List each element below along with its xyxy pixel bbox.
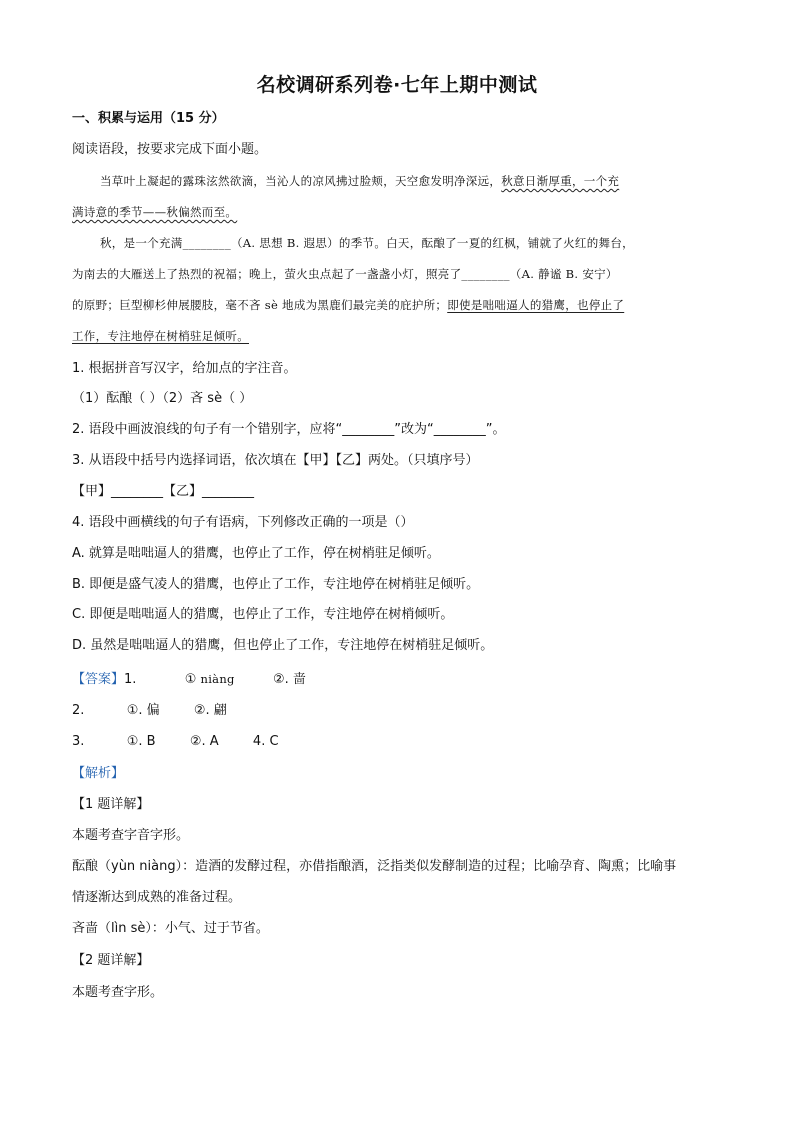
answer-value: . B xyxy=(138,734,156,749)
analysis-label: 【解析】 xyxy=(72,766,125,781)
passage-line: 为南去的大雁送上了热烈的祝福；晚上，萤火虫点起了一盏盏小灯，照亮了________（A. 静谧 B. 安宁） xyxy=(72,267,618,281)
underlined-sentence: 即使是咄咄逼人的猎鹰，也停止了 xyxy=(447,298,625,312)
answer-value: 4. C xyxy=(252,734,279,749)
detail-1-label: 【1 题详解】 xyxy=(72,797,150,812)
answer-value: . 啬 xyxy=(284,672,306,687)
question-1-sub: （1）酝酿（ ）（2）吝 sè（ ） xyxy=(72,391,253,406)
option-c: C. 即便是咄咄逼人的猎鹰，也停止了工作，专注地停在树梢倾听。 xyxy=(72,607,454,622)
question-4: 4. 语段中画横线的句子有语病，下列修改正确的一项是（） xyxy=(72,515,414,530)
detail-text: 酝酿（yùn niàng）：造酒的发酵过程，亦借指酿酒，泛指类似发酵制造的过程；比喻孕育、陶熏；比喻事 xyxy=(72,859,677,874)
page-title: 名校调研系列卷·七年上期中测试 xyxy=(256,74,538,96)
detail-text: 吝啬（lìn sè）：小气、过于节省。 xyxy=(72,921,269,936)
option-a: A. 就算是咄咄逼人的猎鹰，也停止了工作，停在树梢驻足倾听。 xyxy=(72,546,440,561)
instruction-text: 阅读语段，按要求完成下面小题。 xyxy=(72,142,268,157)
detail-text: 本题考查字音字形。 xyxy=(72,828,190,843)
answer-label: 【答案】 xyxy=(72,672,125,687)
circled-one: ① xyxy=(126,734,139,749)
answer-row-2 xyxy=(72,702,722,720)
answer-value: . 翩 xyxy=(205,703,227,718)
answer-row-3 xyxy=(72,733,722,751)
wavy-underlined-sentence: 满诗意的季节——秋偏然而至。 xyxy=(72,205,238,219)
answer-number: 1. xyxy=(124,672,137,687)
answer-number: 3. xyxy=(72,734,85,749)
answer-value: niàng xyxy=(200,672,235,686)
detail-text: 情逐渐达到成熟的准备过程。 xyxy=(72,890,242,905)
option-d: D. 虽然是咄咄逼人的猎鹰，但也停止了工作，专注地停在树梢驻足倾听。 xyxy=(72,638,494,653)
circled-two: ② xyxy=(273,672,285,687)
underlined-sentence: 工作，专注地停在树梢驻足倾听。 xyxy=(72,329,249,343)
section-heading: 一、积累与运用（15 分） xyxy=(72,111,225,126)
question-3: 3. 从语段中括号内选择词语，依次填在【甲】【乙】两处。（只填序号） xyxy=(72,453,479,468)
passage-line xyxy=(72,296,722,314)
question-1: 1. 根据拼音写汉字，给加点的字注音。 xyxy=(72,361,297,376)
detail-text: 本题考查字形。 xyxy=(72,985,164,1000)
answer-row-1 xyxy=(72,670,722,689)
passage-line: 秋，是一个充满________（A. 思想 B. 遐思）的季节。白天，酝酿了一夏的红枫，铺就了火红的舞台， xyxy=(100,236,634,250)
passage-text: 当草叶上凝起的露珠泫然欲滴，当沁人的凉风拂过脸颊，天空愈发明净深远， xyxy=(100,174,502,188)
option-b: B. 即便是盛气凌人的猎鹰，也停止了工作，专注地停在树梢驻足倾听。 xyxy=(72,577,480,592)
wavy-underlined-sentence: 秋意日渐厚重，一个充 xyxy=(501,174,620,188)
circled-one: ① xyxy=(126,703,139,718)
passage-line xyxy=(100,172,722,190)
answer-value: . 偏 xyxy=(138,703,160,718)
passage-line xyxy=(72,203,722,221)
circled-two: ② xyxy=(193,703,206,718)
answer-number: 2. xyxy=(72,703,85,718)
circled-two: ② xyxy=(189,734,202,749)
answer-value: . A xyxy=(201,734,219,749)
question-3-sub: 【甲】________【乙】________ xyxy=(72,484,255,499)
question-2: 2. 语段中画波浪线的句子有一个错别字，应将“________”改为“________”。 xyxy=(72,422,506,437)
passage-line xyxy=(72,327,722,345)
passage-text: 的原野；巨型柳杉伸展腰肢，毫不吝 sè 地成为黑鹿们最完美的庇护所； xyxy=(72,298,448,312)
circled-one: ① xyxy=(184,672,197,687)
detail-2-label: 【2 题详解】 xyxy=(72,953,150,968)
